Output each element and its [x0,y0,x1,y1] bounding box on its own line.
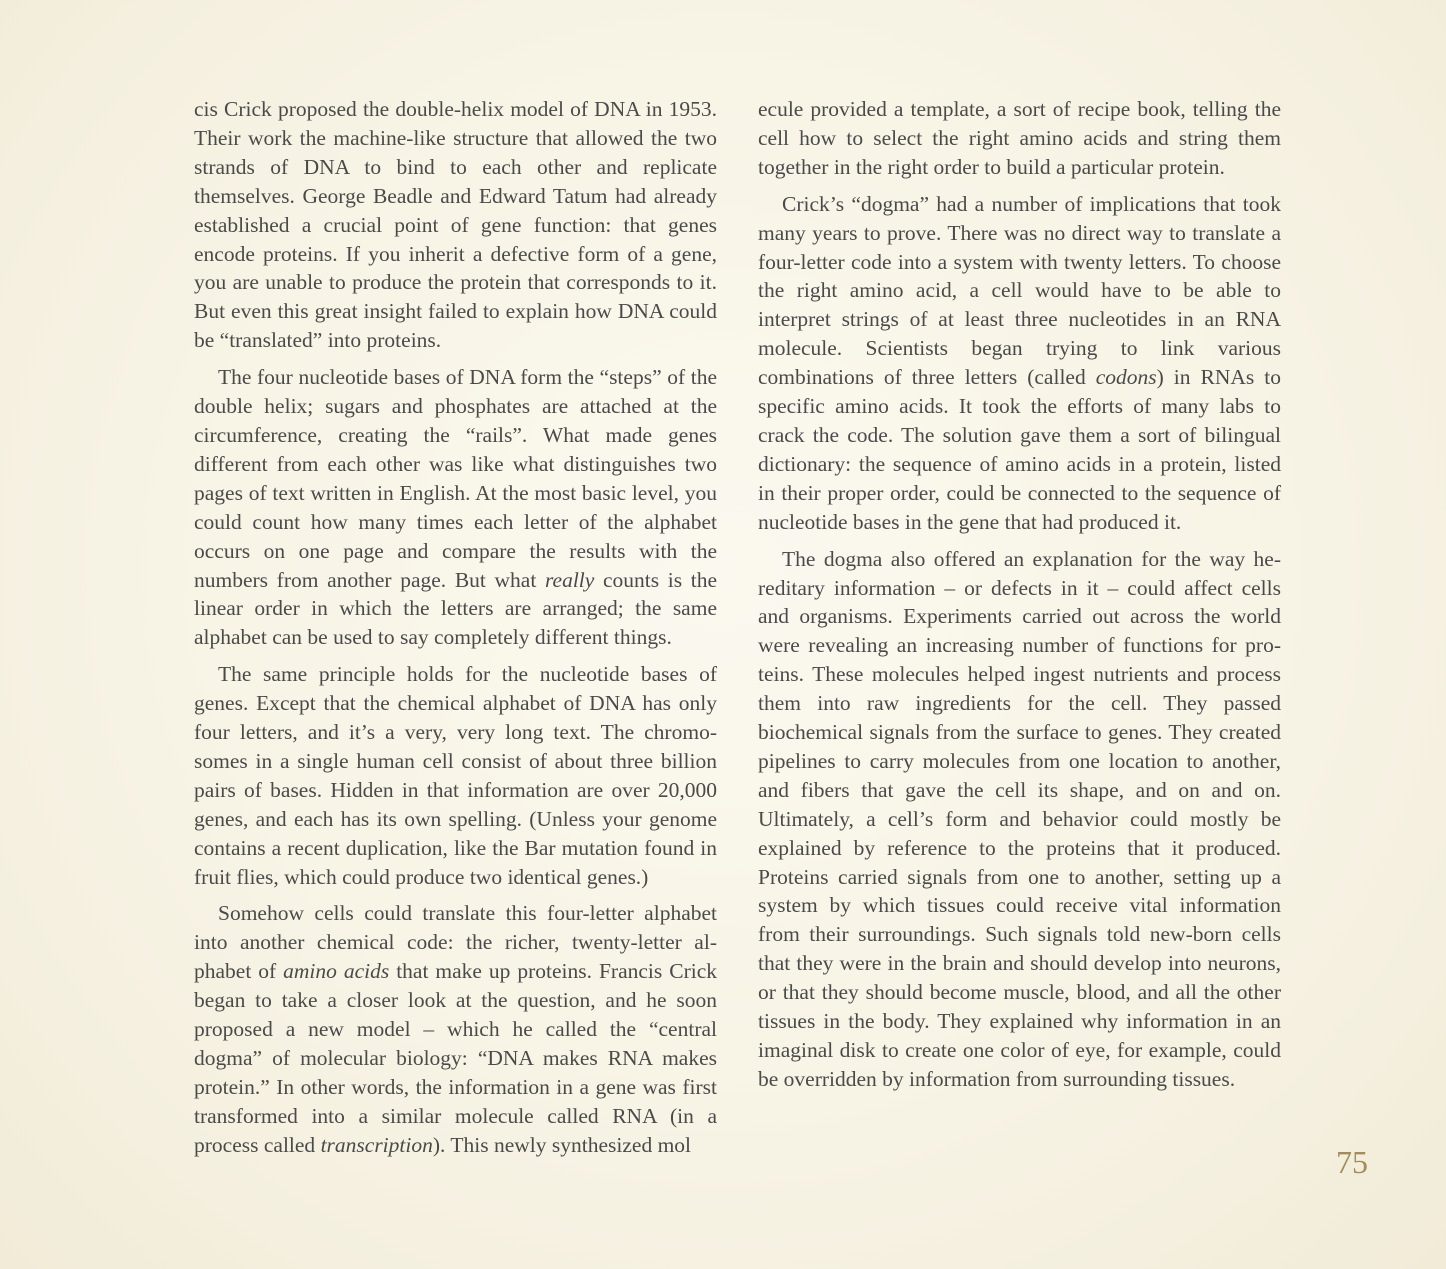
paragraph: The same principle holds for the nucleotide bases of genes. Except that the chemical alphabet of DNA has only four letters, and it’s a very, very long text. The chromosomes in a single human cell consist of about three billion pairs of bases. Hidden in that information are over 20,000 genes, and each has its own spelling. (Unless your genome contains a recent duplication, like the Bar mutation found in fruit flies, which could produce two identical genes.) [194,662,717,889]
paragraph-text: counts is the linear order in which the letters are arranged; the same alphabet can be used to say completely different things. [194,567,717,650]
paragraph: ecule provided a template, a sort of recipe book, telling the cell how to select the right amino acids and string them together in the right order to build a particular protein. [758,97,1281,179]
emphasis-text: amino acids [283,959,390,984]
emphasis-text: really [544,567,595,592]
paragraph-text: that make up proteins. Francis Crick began to take a closer look at the question, and he soon proposed a new model – which he called the “central dogma” of molecular biology: “DNA makes RNA makes protein.” In other words, the information in a gene was first transformed into a similar molecule called RNA (in a process called [194,959,717,1157]
paragraph-text: The four nucleotide bases of DNA form the “steps” of the double helix; sugars and phosphates are attached at the circumference, creating the “rails”. What made genes different from each other was like what distinguishes two pages of text written in English. At the most basic level, you could count how many times each letter of the alphabet occurs on one page and compare the results with the numbers from another page. But what [194,365,717,592]
paragraph-text: Crick’s “dogma” had a number of implications that took many years to prove. There was no direct way to translate a four-letter code into a system with twenty letters. To choose the right amino acid, a cell would have to be able to interpret strings of at least three nucleotides in an RNA molecule. Scientists began trying to link various combinations of three letters (called [758,191,1281,390]
left-column [194,95,717,1168]
paragraph: cis Crick proposed the double-helix model of DNA in 1953. Their work the machine-like structure that allowed the two strands of DNA to bind to each other and replicate themselves. George Beadle and Edward Tatum had already established a crucial point of gene function: that genes encode proteins. If you inherit a defective form of a gene, you are unable to produce the protein that corresponds to it. But even this great insight failed to explain how DNA could be “translated” into proteins. [194,97,717,353]
paragraph: The dogma also offered an explanation for the way hereditary information – or defects in it – could affect cells and organisms. Experiments carried out across the world were revealing an increasing number of functions for proteins. These molecules helped ingest nutrients and process them into raw ingredients for the cell. They passed biochemical signals from the surface to genes. They created pipelines to carry molecules from one location to another, and fibers that gave the cell its shape, and on and on. Ultimately, a cell’s form and behavior could mostly be explained by reference to the proteins that it produced. Proteins carried signals from one to another, setting up a system by which tissues could receive vital information from their surroundings. Such signals told new-born cells that they were in the brain and should develop into neurons, or that they should become muscle, blood, and all the other tissues in the body. They explained why information in an imaginal disk to create one color of eye, for example, could be overridden by information from surrounding tissues. [758,546,1281,1091]
paragraph-text: Somehow cells could translate this four-letter alphabet into another chemical code: the richer, twenty-letter alphabet of [194,901,717,984]
paragraph-text: ) in RNAs to specific amino acids. It took the efforts of many labs to crack the code. The solution gave them a sort of bilingual dictionary: the sequence of amino acids in a protein, listed in their proper order, could be connected to the sequence of nucleotide bases in the gene that had produced it. [758,365,1281,534]
paragraph-text: ). This newly synthesized mol [432,1132,692,1157]
emphasis-text: transcription [320,1132,433,1157]
right-column [758,95,1281,1102]
paragraph [194,899,717,1159]
paragraph [758,190,1281,537]
emphasis-text: codons [1095,365,1157,390]
page-number: 75 [1336,1144,1368,1180]
paragraph [194,363,717,652]
